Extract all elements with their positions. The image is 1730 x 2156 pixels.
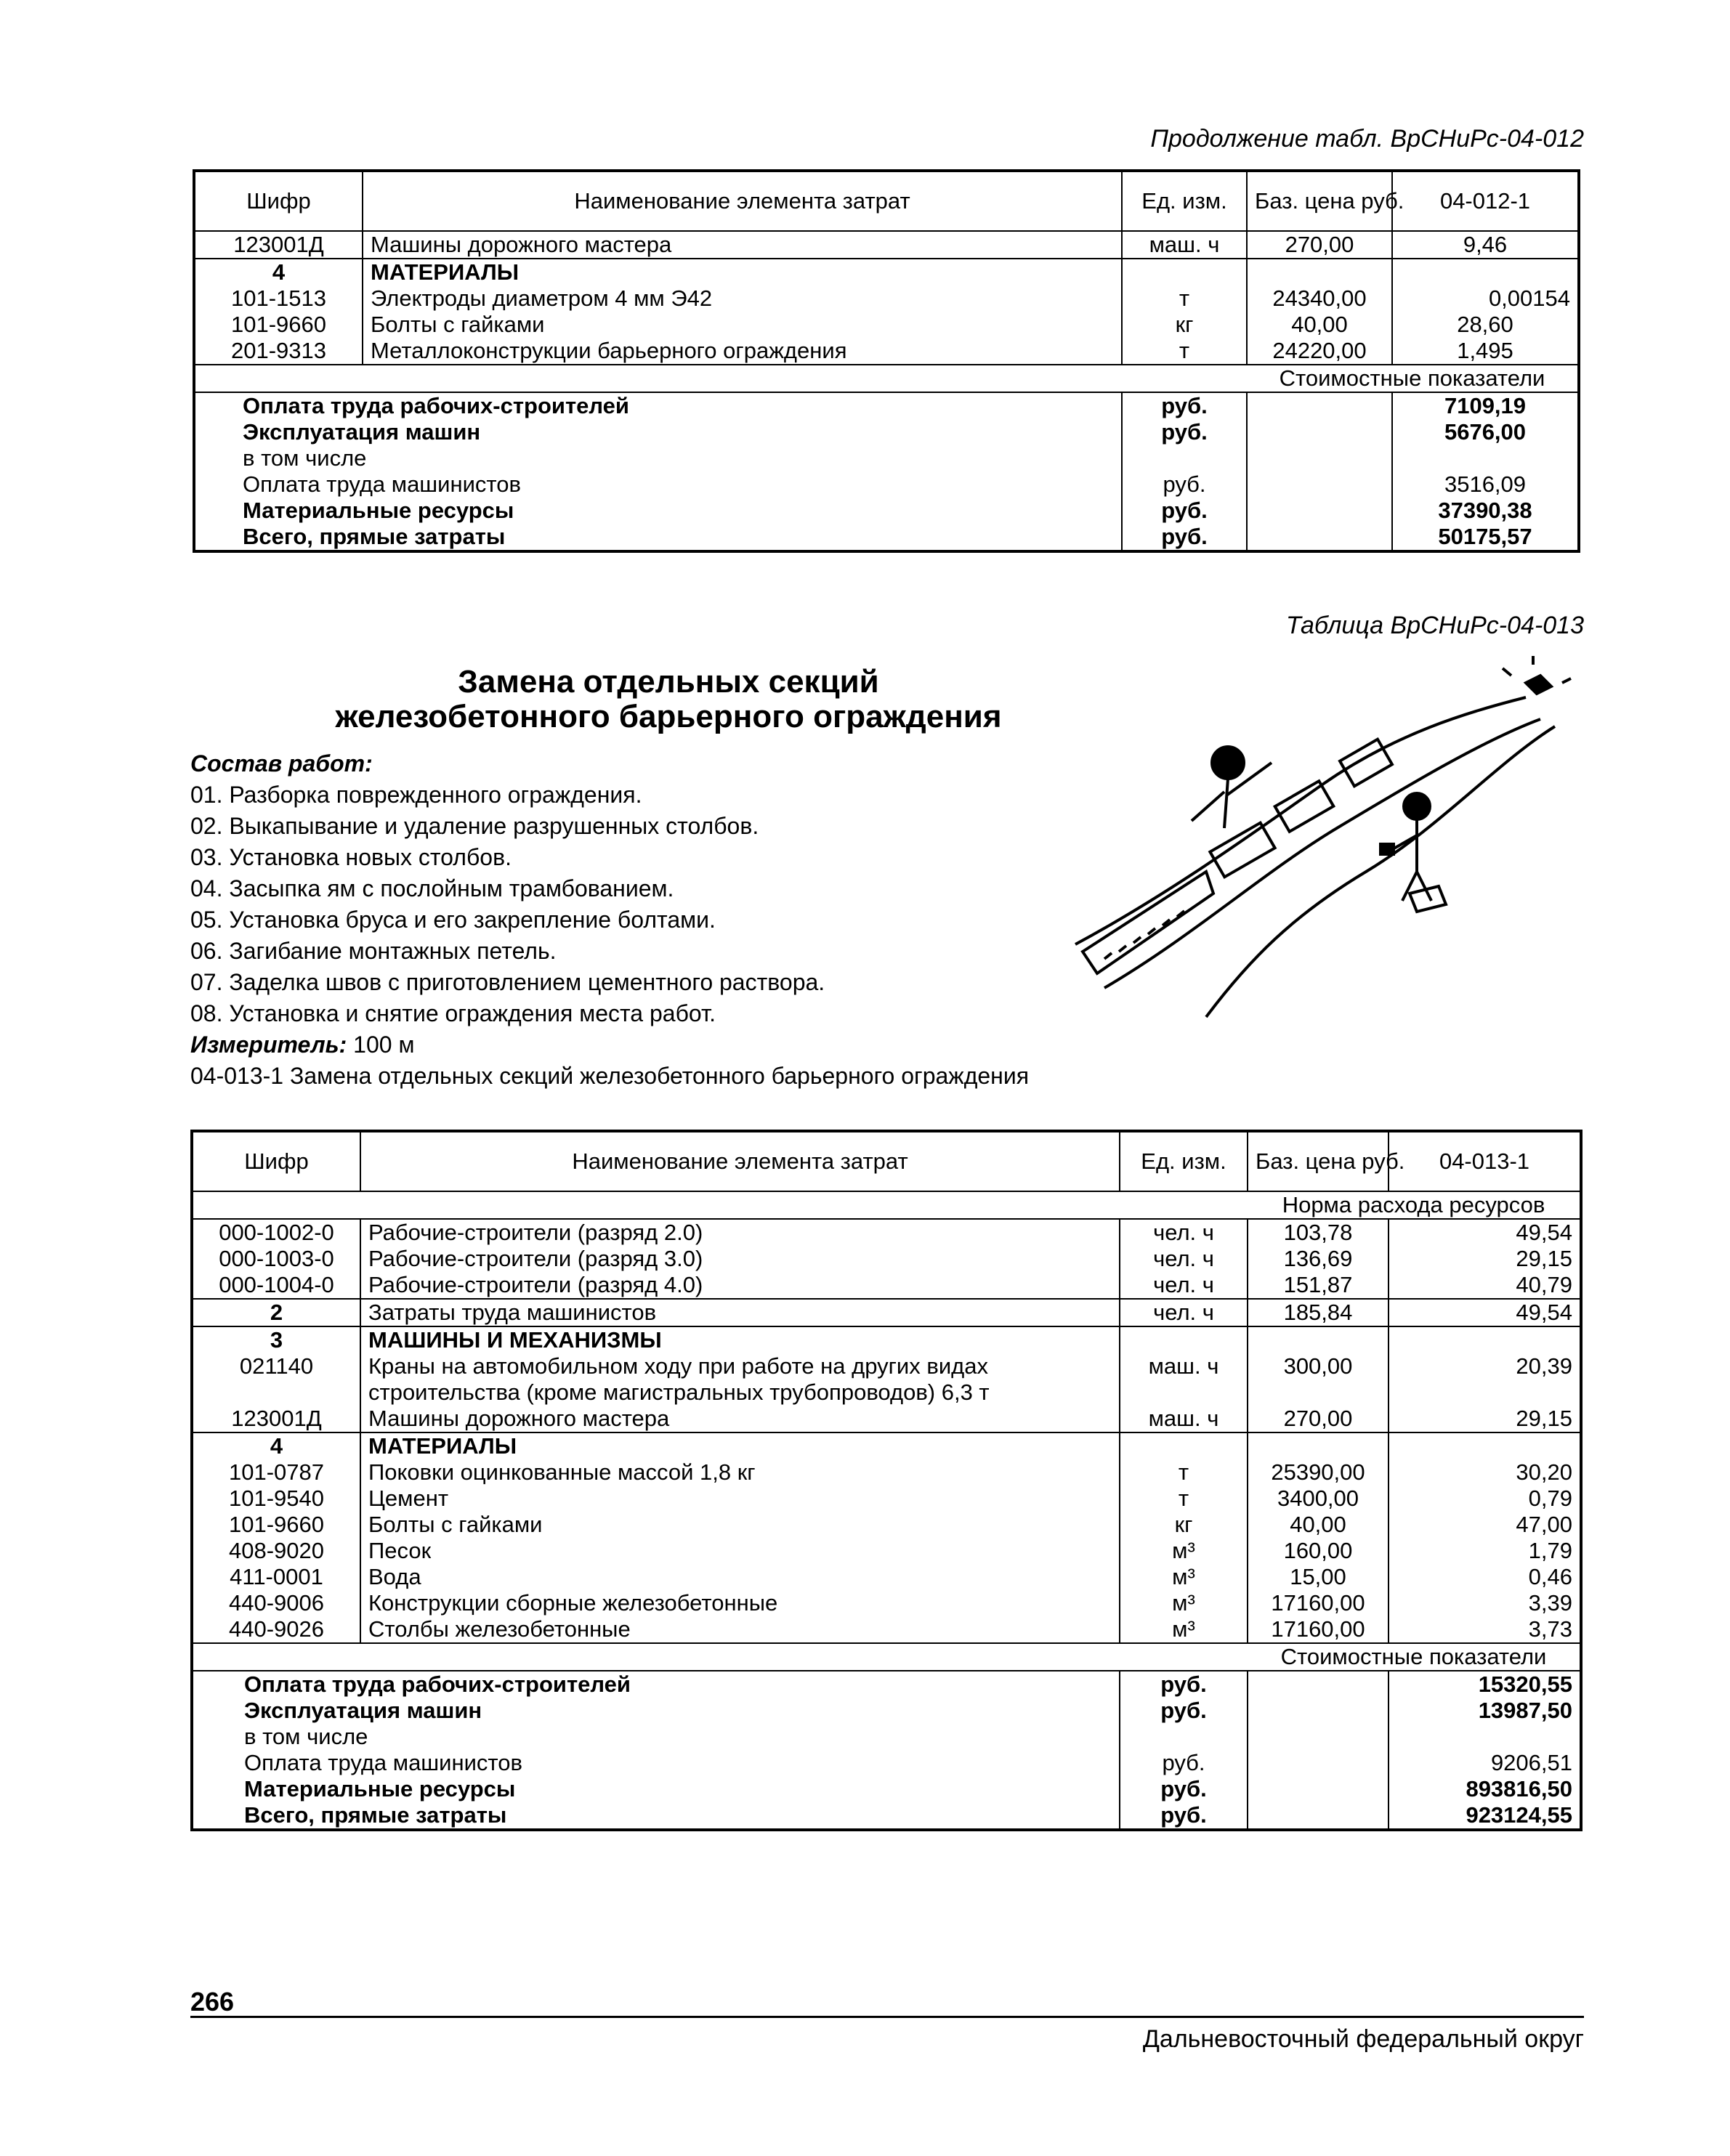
header-unit: Ед. изм. xyxy=(1122,171,1247,231)
page-number: 266 xyxy=(190,1987,235,2017)
cost-row: в том числе xyxy=(192,1724,1581,1750)
header-code: Шифр xyxy=(192,1131,360,1191)
list-item: 04. Засыпка ям с послойным трамбованием. xyxy=(190,875,674,901)
table1-caption: Продолжение табл. ВрСНиРс-04-012 xyxy=(1150,125,1584,153)
table-row: 4 МАТЕРИАЛЫ xyxy=(194,259,1579,285)
table-row: 101-9660 Болты с гайками кг 40,00 47,00 xyxy=(192,1512,1581,1538)
norm-header-row: Норма расхода ресурсов xyxy=(192,1191,1581,1219)
table-row: 000-1003-0 Рабочие-строители (разряд 3.0) чел. ч 136,69 29,15 xyxy=(192,1246,1581,1272)
header-price: Баз. цена руб. xyxy=(1247,171,1392,231)
cost-row: в том числе xyxy=(194,445,1579,471)
table-row: строительства (кроме магистральных трубопроводов) 6,3 т xyxy=(192,1379,1581,1406)
list-item: 05. Установка бруса и его закрепление болтами. xyxy=(190,907,716,933)
list-item: 08. Установка и снятие ограждения места работ. xyxy=(190,1000,716,1026)
header-norm: 04-012-1 xyxy=(1392,171,1579,231)
table-row: 101-0787 Поковки оцинкованные массой 1,8 кг т 25390,00 30,20 xyxy=(192,1459,1581,1486)
works-label: Состав работ: xyxy=(190,750,373,777)
section-title: Замена отдельных секций железобетонного барьерного ограждения xyxy=(335,664,1002,734)
table-row: 3 МАШИНЫ И МЕХАНИЗМЫ xyxy=(192,1326,1581,1353)
cost-header-row: Стоимостные показатели xyxy=(194,365,1579,392)
workers-illustration xyxy=(1061,654,1598,1032)
table-row: 000-1004-0 Рабочие-строители (разряд 4.0) чел. ч 151,87 40,79 xyxy=(192,1272,1581,1299)
cost-header-row: Стоимостные показатели xyxy=(192,1643,1581,1671)
table-row: 123001Д Машины дорожного мастера маш. ч 270,00 29,15 xyxy=(192,1406,1581,1432)
cost-row: Всего, прямые затраты руб. 923124,55 xyxy=(192,1802,1581,1830)
header-name: Наименование элемента затрат xyxy=(363,171,1122,231)
cost-row: Оплата труда рабочих-строителей руб. 7109,19 xyxy=(194,392,1579,419)
header-price: Баз. цена руб. xyxy=(1248,1131,1389,1191)
table-row: 4 МАТЕРИАЛЫ xyxy=(192,1432,1581,1459)
table-row: 101-9540 Цемент т 3400,00 0,79 xyxy=(192,1486,1581,1512)
cost-row: Эксплуатация машин руб. 5676,00 xyxy=(194,419,1579,445)
cost-row: Оплата труда рабочих-строителей руб. 15320,55 xyxy=(192,1671,1581,1698)
list-item: 03. Установка новых столбов. xyxy=(190,844,512,870)
table-row: 101-9660 Болты с гайками кг 40,00 28,60 xyxy=(194,312,1579,338)
cost-row: Эксплуатация машин руб. 13987,50 xyxy=(192,1698,1581,1724)
table2-caption: Таблица ВрСНиРс-04-013 xyxy=(1285,612,1584,639)
cost-row: Оплата труда машинистов руб. 3516,09 xyxy=(194,471,1579,498)
list-item: 01. Разборка поврежденного ограждения. xyxy=(190,782,642,808)
table-row: 408-9020 Песок м³ 160,00 1,79 xyxy=(192,1538,1581,1564)
cost-row: Оплата труда машинистов руб. 9206,51 xyxy=(192,1750,1581,1776)
table-row: 440-9026 Столбы железобетонные м³ 17160,00 3,73 xyxy=(192,1616,1581,1643)
table-row: 201-9313 Металлоконструкции барьерного ограждения т 24220,00 1,495 xyxy=(194,338,1579,365)
cost-table-04-012 xyxy=(193,169,1580,553)
table-row: 021140 Краны на автомобильном ходу при работе на других видах маш. ч 300,00 20,39 xyxy=(192,1353,1581,1379)
footer-region: Дальневосточный федеральный округ xyxy=(1142,2025,1584,2053)
header-name: Наименование элемента затрат xyxy=(360,1131,1120,1191)
measure-line: Измеритель: 100 м xyxy=(190,1032,415,1058)
table-row: 411-0001 Вода м³ 15,00 0,46 xyxy=(192,1564,1581,1590)
table-row: 000-1002-0 Рабочие-строители (разряд 2.0) чел. ч 103,78 49,54 xyxy=(192,1219,1581,1246)
cost-row: Всего, прямые затраты руб. 50175,57 xyxy=(194,524,1579,551)
footer-rule xyxy=(190,2016,1584,2018)
table-row: 123001Д Машины дорожного мастера маш. ч 270,00 9,46 xyxy=(194,231,1579,259)
header-code: Шифр xyxy=(194,171,363,231)
table-row: 440-9006 Конструкции сборные железобетонные м³ 17160,00 3,39 xyxy=(192,1590,1581,1616)
cost-row: Материальные ресурсы руб. 893816,50 xyxy=(192,1776,1581,1802)
list-item: 07. Заделка швов с приготовлением цементного раствора. xyxy=(190,969,825,995)
header-norm: 04-013-1 xyxy=(1389,1131,1581,1191)
list-item: 06. Загибание монтажных петель. xyxy=(190,938,557,964)
norm-line: 04-013-1 Замена отдельных секций железобетонного барьерного ограждения xyxy=(190,1063,1030,1089)
table-row: 2 Затраты труда машинистов чел. ч 185,84 49,54 xyxy=(192,1299,1581,1326)
header-unit: Ед. изм. xyxy=(1120,1131,1248,1191)
cost-row: Материальные ресурсы руб. 37390,38 xyxy=(194,498,1579,524)
table-row: 101-1513 Электроды диаметром 4 мм Э42 т 24340,00 0,00154 xyxy=(194,285,1579,312)
cost-table-04-013 xyxy=(190,1130,1583,1831)
list-item: 02. Выкапывание и удаление разрушенных столбов. xyxy=(190,813,759,839)
